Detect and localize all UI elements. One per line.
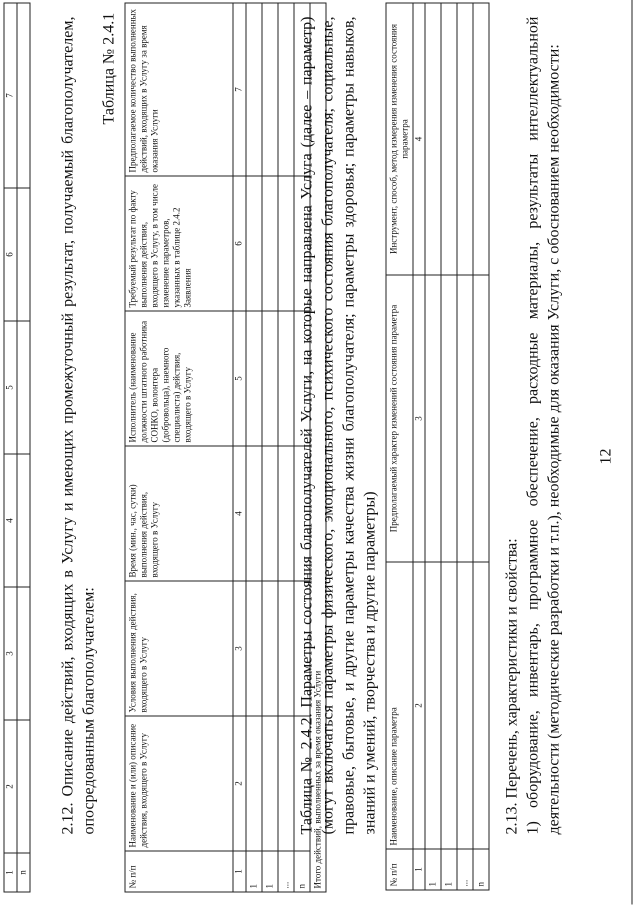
- cell: 1: [413, 849, 425, 890]
- cell: 1: [246, 851, 262, 892]
- column-header: Время (мин., час, сутки) выполнения действия, входящего в Услугу: [125, 446, 233, 581]
- page-number: 12: [597, 448, 615, 465]
- table-row: [4, 3, 17, 892]
- parameters-table: [386, 3, 490, 891]
- cell: 1: [4, 853, 17, 892]
- cell: 6: [233, 176, 246, 311]
- table-2-4-2-text: Таблица № 2.4.2. Параметры состояния благополучателей Услуги, на которые направлена Услуга (далее – параметр) (могут включаться параметры физического, эмоционального, психического состояния благополучателя; социальные, правовые, бытовые, и другие параметры качества жизни благополучателя; параметры здоровья; параметры навыков, знаний и умений, творчества и другие параметры): [298, 16, 379, 835]
- section-2-13-heading: 2.13. Перечень, характеристики и свойства:: [503, 538, 521, 835]
- column-header: Предполагаемое количество выполненных действий, входящих в Услугу за время оказания Услуги: [125, 3, 233, 176]
- cell: 5: [233, 311, 246, 446]
- table-row: [278, 3, 294, 892]
- cell: 6: [4, 188, 17, 321]
- column-header: Условия выполнения действия, входящего в Услугу: [125, 581, 233, 716]
- cell: 7: [4, 3, 17, 188]
- section-2-13-item-1: 1) оборудование, инвентарь, программное обеспечение, расходные материалы, результаты интеллектуальной деятельности (методические разработки и т.п.), необходимые для оказания Услуги, с обоснованием необходимости:: [524, 16, 563, 835]
- cell: 3: [233, 581, 246, 716]
- cell: 1: [233, 851, 246, 892]
- table-row: [441, 3, 457, 890]
- section-2-12-text: 2.12. Описание действий, входящих в Услугу и имеющих промежуточный результат, получаемый благополучателем, опосредованным благополучателем:: [59, 16, 98, 835]
- cell: 3: [4, 587, 17, 720]
- cell: n: [17, 853, 30, 892]
- column-header: № п/п: [386, 849, 413, 890]
- cell: n: [294, 851, 310, 892]
- column-header: Требуемый результат по факту выполнения действия, входящего в Услугу, в том числе изменение параметров, указанных в таблице 2.4.2 Заявления: [125, 176, 233, 311]
- table-row: [17, 3, 30, 892]
- table-caption: Таблица № 2.4.1: [100, 12, 118, 125]
- column-header: Предполагаемый характер изменений состояния параметра: [386, 275, 413, 562]
- cell: 4: [413, 3, 425, 275]
- table-row: [425, 3, 441, 890]
- table-row: [262, 3, 278, 892]
- cell: 5: [4, 321, 17, 454]
- rotated-page: [1, 0, 640, 905]
- column-number-row: [233, 3, 246, 892]
- cell: 1: [262, 851, 278, 892]
- cell: 2: [233, 716, 246, 851]
- column-header: Наименование, описание параметра: [386, 562, 413, 849]
- total-label: Итого действий, выполненных за время оказания Услуги: [310, 3, 326, 892]
- column-header: Исполнитель (наименование должности штатного работника СОНКО, волонтера (добровольца), наемного специалиста) действия, входящего в Услугу: [125, 311, 233, 446]
- column-header: Наименование и (или) описание действия, входящего в Услугу: [125, 716, 233, 851]
- cell: 3: [413, 275, 425, 562]
- column-header: Инструмент, способ, метод измерения изменения состояния параметра: [386, 3, 413, 275]
- column-number-row: [413, 3, 425, 890]
- column-header: № п/п: [125, 851, 233, 892]
- cell: 1: [441, 849, 457, 890]
- table-header-row: [386, 3, 413, 890]
- cell: 1: [425, 849, 441, 890]
- table-row: [246, 3, 262, 892]
- cell: 4: [233, 446, 246, 581]
- cell: 7: [233, 3, 246, 176]
- cell: 2: [4, 720, 17, 853]
- table-row: [473, 3, 489, 890]
- cell: 2: [413, 562, 425, 849]
- top-continuation-table: [4, 3, 31, 893]
- table-row: [457, 3, 473, 890]
- cell: 4: [4, 454, 17, 587]
- cell: ...: [457, 849, 473, 890]
- bottom-rule: [632, 0, 633, 905]
- table-header-row: [125, 3, 233, 892]
- cell: ...: [278, 851, 294, 892]
- cell: n: [473, 849, 489, 890]
